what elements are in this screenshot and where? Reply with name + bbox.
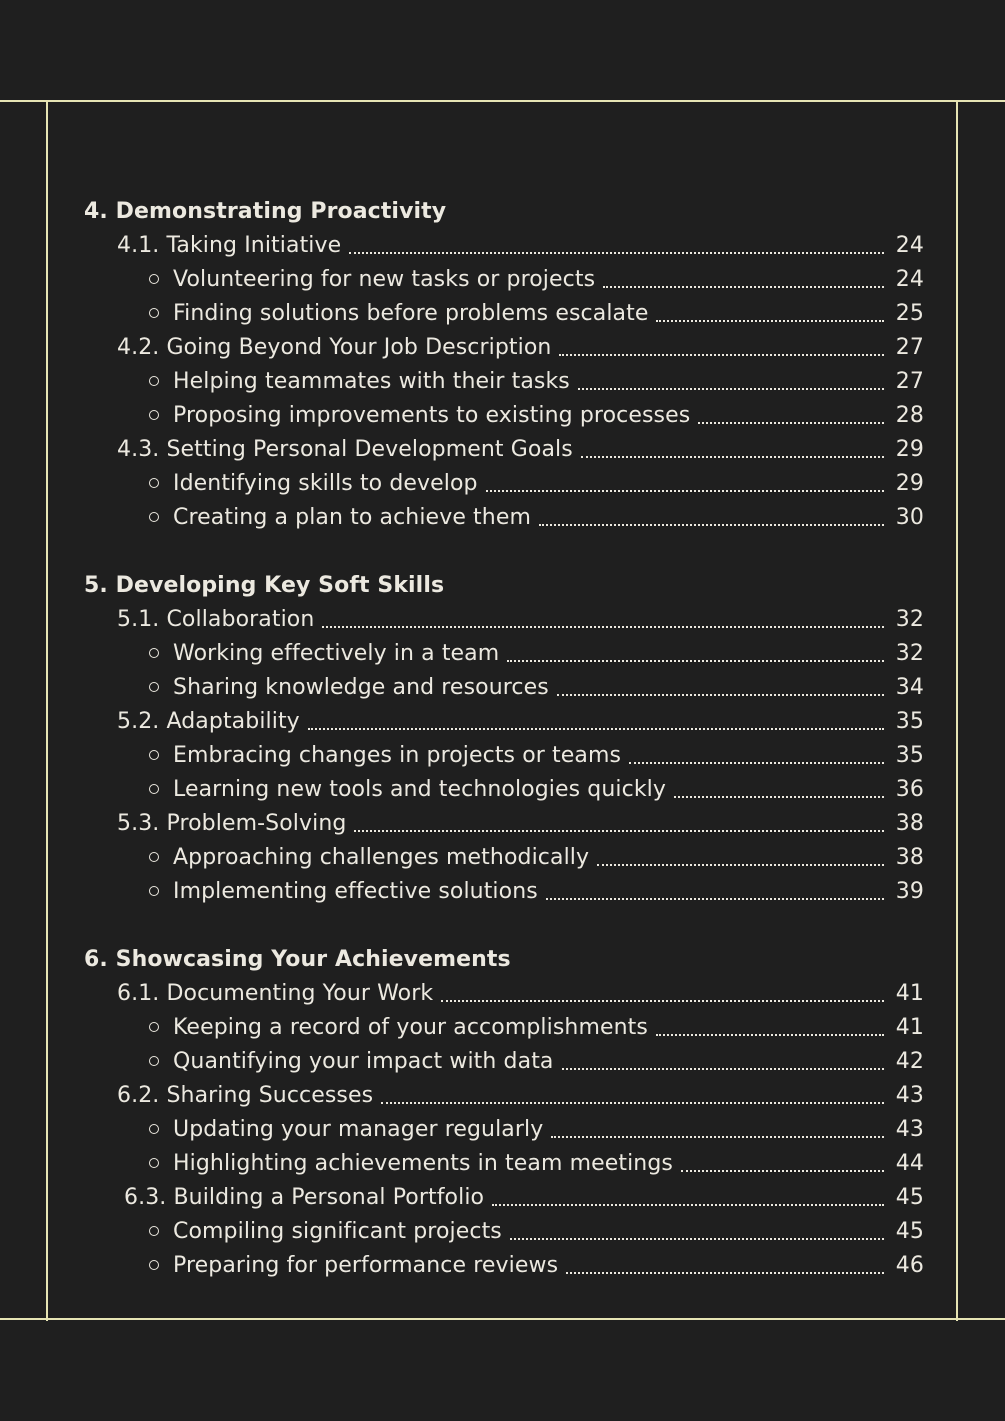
toc-bullet-entry[interactable] [84, 772, 924, 806]
dot-leader [557, 694, 884, 696]
bullet-circle-icon [149, 852, 159, 862]
entry-label: Finding solutions before problems escalate [173, 300, 649, 326]
toc-subsection-entry[interactable] [84, 1180, 924, 1214]
toc-bullet-entry[interactable] [84, 466, 924, 500]
section-spacer [84, 908, 924, 942]
toc-bullet-entry[interactable] [84, 1010, 924, 1044]
entry-label: Quantifying your impact with data [173, 1048, 554, 1074]
dot-leader [559, 354, 884, 356]
dot-leader [629, 762, 884, 764]
bullet-circle-icon [149, 376, 159, 386]
bullet-circle-icon [149, 478, 159, 488]
dot-leader [486, 490, 884, 492]
dot-leader [551, 1136, 884, 1138]
toc-subsection-entry[interactable] [84, 806, 924, 840]
entry-label: Identifying skills to develop [173, 470, 478, 496]
entry-label: 4.2. Going Beyond Your Job Description [117, 334, 552, 360]
entry-label: Creating a plan to achieve them [173, 504, 531, 530]
page-number: 39 [895, 878, 924, 904]
bullet-circle-icon [149, 1022, 159, 1032]
toc-bullet-entry[interactable] [84, 364, 924, 398]
entry-label: 6.2. Sharing Successes [117, 1082, 374, 1108]
dot-leader [698, 422, 884, 424]
entry-label: 6.3. Building a Personal Portfolio [124, 1184, 485, 1210]
page-number: 41 [895, 980, 924, 1006]
page-number: 45 [895, 1184, 924, 1210]
dot-leader [656, 320, 884, 322]
toc-subsection-entry[interactable] [84, 330, 924, 364]
entry-label: Working effectively in a team [173, 640, 500, 666]
entry-label: Keeping a record of your accomplishments [173, 1014, 648, 1040]
bullet-circle-icon [149, 308, 159, 318]
bullet-circle-icon [149, 784, 159, 794]
section-spacer [84, 534, 924, 568]
toc-bullet-entry[interactable] [84, 1112, 924, 1146]
dot-leader [441, 1000, 884, 1002]
dot-leader [546, 898, 884, 900]
dot-leader [354, 830, 884, 832]
toc-bullet-entry[interactable] [84, 738, 924, 772]
dot-leader [510, 1238, 884, 1240]
page-number: 44 [895, 1150, 924, 1176]
bullet-circle-icon [149, 274, 159, 284]
toc-bullet-entry[interactable] [84, 1248, 924, 1282]
bullet-circle-icon [149, 1124, 159, 1134]
toc-subsection-entry[interactable] [84, 1078, 924, 1112]
dot-leader [539, 524, 884, 526]
bullet-circle-icon [149, 512, 159, 522]
toc-subsection-entry[interactable] [84, 432, 924, 466]
entry-label: Highlighting achievements in team meetings [173, 1150, 673, 1176]
page-number: 30 [895, 504, 924, 530]
dot-leader [656, 1034, 884, 1036]
bullet-circle-icon [149, 1260, 159, 1270]
toc-subsection-entry[interactable] [84, 704, 924, 738]
page-number: 34 [895, 674, 924, 700]
page-number: 41 [895, 1014, 924, 1040]
bullet-circle-icon [149, 750, 159, 760]
entry-label: 5.1. Collaboration [117, 606, 315, 632]
table-of-contents [84, 194, 924, 1282]
page-number: 25 [895, 300, 924, 326]
bullet-circle-icon [149, 1226, 159, 1236]
toc-subsection-entry[interactable] [84, 976, 924, 1010]
page-number: 38 [895, 844, 924, 870]
frame-left-line [46, 101, 48, 1321]
page-number: 36 [895, 776, 924, 802]
entry-label: Approaching challenges methodically [173, 844, 590, 870]
section-heading[interactable]: 6. Showcasing Your Achievements [84, 946, 511, 972]
dot-leader [322, 626, 884, 628]
frame-right-line [956, 101, 958, 1321]
toc-bullet-entry[interactable] [84, 1214, 924, 1248]
toc-bullet-entry[interactable] [84, 500, 924, 534]
bullet-circle-icon [149, 1158, 159, 1168]
dot-leader [308, 728, 884, 730]
toc-bullet-entry[interactable] [84, 1044, 924, 1078]
frame-top-line [0, 100, 1005, 102]
toc-bullet-entry[interactable] [84, 636, 924, 670]
page-number: 32 [895, 640, 924, 666]
page-number: 35 [895, 708, 924, 734]
entry-label: 4.1. Taking Initiative [117, 232, 342, 258]
page-number: 45 [895, 1218, 924, 1244]
dot-leader [507, 660, 884, 662]
entry-label: Implementing effective solutions [173, 878, 538, 904]
toc-subsection-entry[interactable] [84, 602, 924, 636]
bullet-circle-icon [149, 1056, 159, 1066]
toc-bullet-entry[interactable] [84, 296, 924, 330]
frame-bottom-line [0, 1318, 1005, 1320]
toc-bullet-entry[interactable] [84, 670, 924, 704]
entry-label: Embracing changes in projects or teams [173, 742, 622, 768]
entry-label: Sharing knowledge and resources [173, 674, 549, 700]
page-number: 43 [895, 1082, 924, 1108]
entry-label: Helping teammates with their tasks [173, 368, 570, 394]
entry-label: Updating your manager regularly [173, 1116, 544, 1142]
bullet-circle-icon [149, 410, 159, 420]
entry-label: Compiling significant projects [173, 1218, 502, 1244]
entry-label: 5.3. Problem-Solving [117, 810, 347, 836]
bullet-circle-icon [149, 886, 159, 896]
page-number: 42 [895, 1048, 924, 1074]
dot-leader [674, 796, 884, 798]
dot-leader [492, 1204, 884, 1206]
page-number: 35 [895, 742, 924, 768]
entry-label: Volunteering for new tasks or projects [173, 266, 596, 292]
entry-label: Learning new tools and technologies quickly [173, 776, 666, 802]
page-number: 28 [895, 402, 924, 428]
page-number: 43 [895, 1116, 924, 1142]
page-number: 38 [895, 810, 924, 836]
dot-leader [562, 1068, 884, 1070]
toc-bullet-entry[interactable] [84, 262, 924, 296]
page-number: 27 [895, 334, 924, 360]
section-heading[interactable]: 5. Developing Key Soft Skills [84, 572, 445, 598]
dot-leader [681, 1170, 884, 1172]
toc-bullet-entry[interactable] [84, 874, 924, 908]
entry-label: 5.2. Adaptability [117, 708, 300, 734]
entry-label: 4.3. Setting Personal Development Goals [117, 436, 573, 462]
page-number: 24 [895, 266, 924, 292]
section-heading[interactable]: 4. Demonstrating Proactivity [84, 198, 447, 224]
toc-bullet-entry[interactable] [84, 1146, 924, 1180]
entry-label: 6.1. Documenting Your Work [117, 980, 434, 1006]
page-number: 24 [895, 232, 924, 258]
dot-leader [381, 1102, 884, 1104]
page-number: 29 [895, 470, 924, 496]
page-number: 46 [895, 1252, 924, 1278]
page-number: 29 [895, 436, 924, 462]
page-number: 32 [895, 606, 924, 632]
dot-leader [578, 388, 884, 390]
entry-label: Proposing improvements to existing processes [173, 402, 691, 428]
toc-subsection-entry[interactable] [84, 228, 924, 262]
toc-bullet-entry[interactable] [84, 840, 924, 874]
toc-bullet-entry[interactable] [84, 398, 924, 432]
dot-leader [603, 286, 884, 288]
entry-label: Preparing for performance reviews [173, 1252, 559, 1278]
dot-leader [581, 456, 884, 458]
bullet-circle-icon [149, 648, 159, 658]
page-number: 27 [895, 368, 924, 394]
dot-leader [349, 252, 884, 254]
dot-leader [566, 1272, 884, 1274]
dot-leader [597, 864, 884, 866]
bullet-circle-icon [149, 682, 159, 692]
